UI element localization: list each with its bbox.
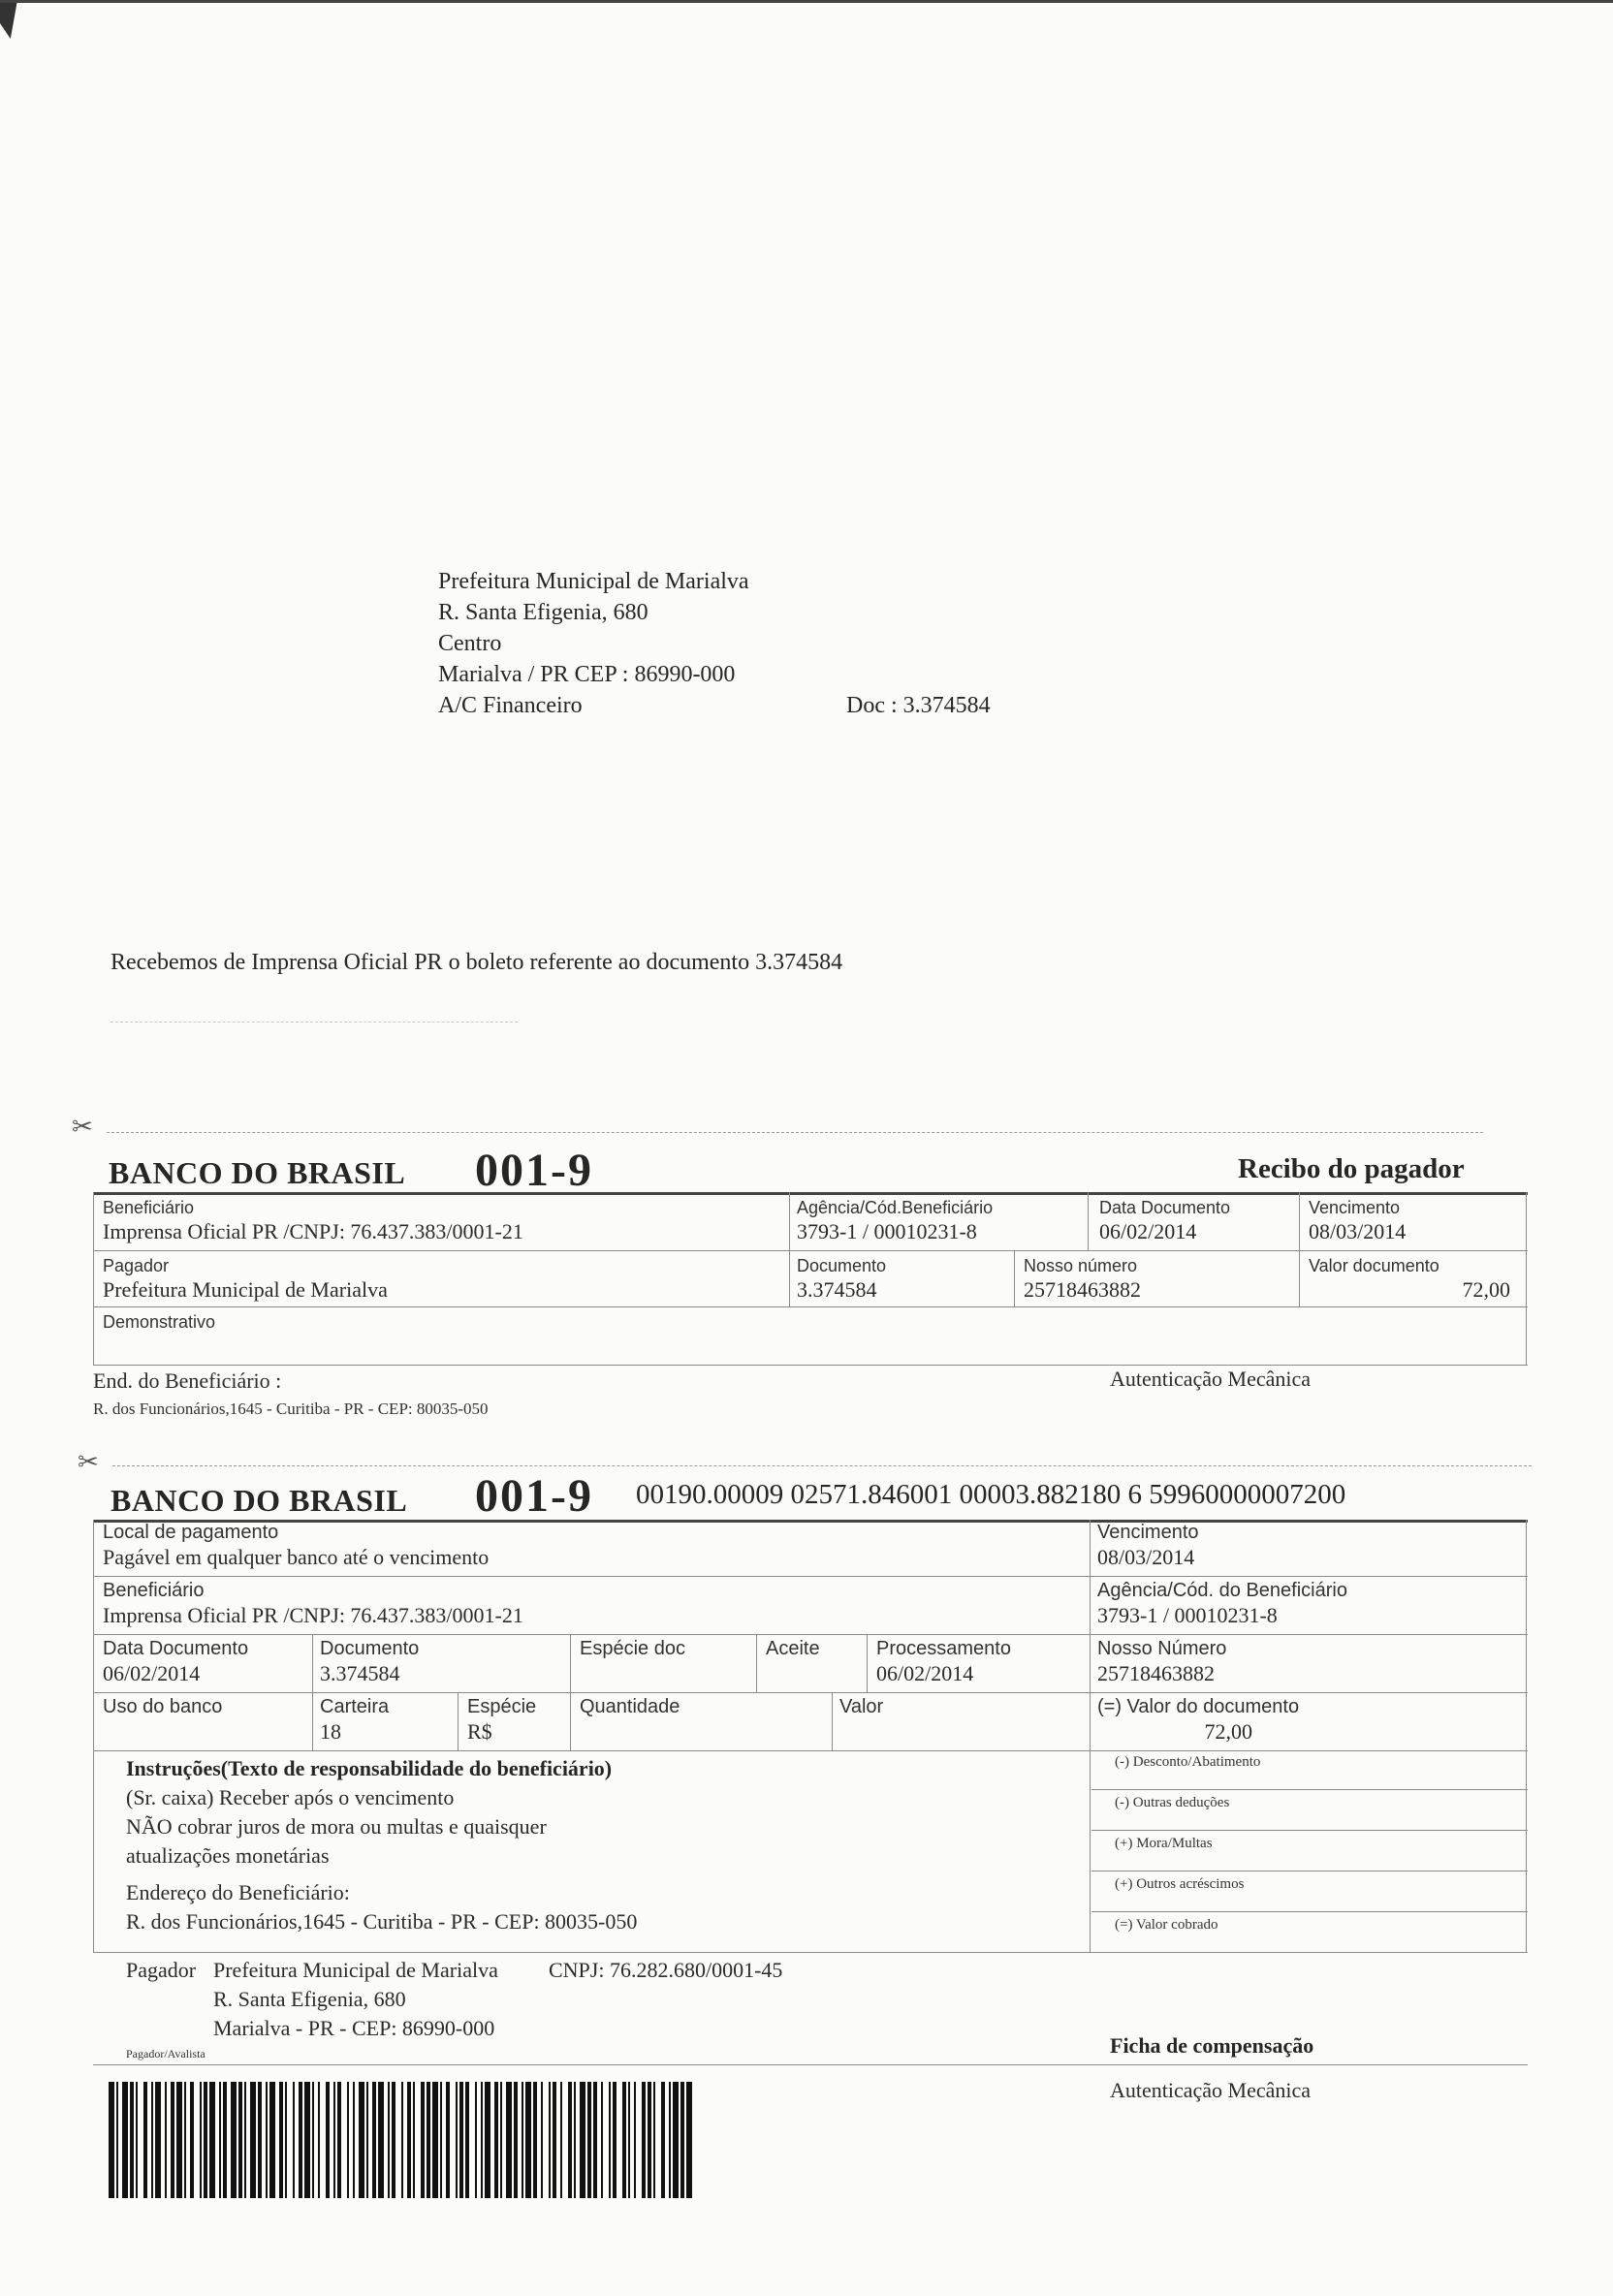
slip-especie: R$ — [467, 1719, 492, 1744]
stub-row-rule — [93, 1306, 1528, 1307]
stub-col-rule — [1088, 1192, 1089, 1250]
stub-beneficiario-label: Beneficiário — [103, 1198, 195, 1217]
stub-demonstrativo-label: Demonstrativo — [103, 1312, 216, 1332]
stub-col-rule — [789, 1192, 790, 1306]
slip-col-rule — [756, 1634, 757, 1692]
slip-col-rule — [458, 1692, 459, 1750]
slip-beneficiario: Imprensa Oficial PR /CNPJ: 76.437.383/0001-21 — [103, 1603, 523, 1627]
scissors-icon: ✂ — [78, 1448, 99, 1477]
slip-autenticacao: Autenticação Mecânica — [1110, 2078, 1312, 2102]
slip-row-rule — [93, 1692, 1528, 1693]
stub-nosso-numero: 25718463882 — [1024, 1277, 1141, 1302]
receipt-text: Recebemos de Imprensa Oficial PR o boleto referente ao documento 3.374584 — [111, 950, 843, 975]
scissors-icon: ✂ — [72, 1113, 93, 1142]
slip-pagador-city: Marialva - PR - CEP: 86990-000 — [213, 2016, 495, 2040]
stub-col-rule — [93, 1192, 94, 1365]
slip-vencimento: 08/03/2014 — [1097, 1545, 1195, 1569]
cut-line — [107, 1132, 1483, 1133]
barcode — [109, 2082, 696, 2198]
slip-pagador-name: Prefeitura Municipal de Marialva — [213, 1958, 498, 1982]
slip-local-label: Local de pagamento — [103, 1522, 279, 1543]
slip-data-doc-label: Data Documento — [103, 1638, 249, 1659]
slip-side-rule — [1091, 1830, 1528, 1831]
slip-pagador-street: R. Santa Efigenia, 680 — [213, 1987, 406, 2011]
slip-side-rule — [1091, 1789, 1528, 1790]
stub-valor-label: Valor documento — [1309, 1256, 1439, 1275]
slip-processamento: 06/02/2014 — [876, 1661, 974, 1685]
stub-title: Recibo do pagador — [1238, 1153, 1465, 1184]
stub-col-rule — [1014, 1250, 1015, 1306]
stub-pagador-label: Pagador — [103, 1256, 170, 1275]
slip-agencia: 3793-1 / 00010231-8 — [1097, 1603, 1278, 1627]
slip-documento: 3.374584 — [320, 1661, 400, 1685]
stub-documento: 3.374584 — [797, 1277, 877, 1302]
slip-valor-cobrado-label: (=) Valor cobrado — [1115, 1917, 1218, 1933]
scan-edge — [0, 0, 1613, 3]
slip-documento-label: Documento — [320, 1638, 420, 1659]
slip-instruction-line: NÃO cobrar juros de mora ou multas e quaisquer — [126, 1814, 547, 1839]
slip-row-rule — [93, 1952, 1528, 1953]
recipient-city: Marialva / PR CEP : 86990-000 — [438, 662, 736, 687]
slip-row-rule — [93, 1576, 1528, 1577]
slip-acrescimos-label: (+) Outros acréscimos — [1115, 1876, 1245, 1892]
slip-col-rule — [1526, 1520, 1527, 1952]
slip-uso-banco-label: Uso do banco — [103, 1696, 223, 1717]
recipient-attention: A/C Financeiro — [438, 693, 583, 718]
recipient-doc: Doc : 3.374584 — [846, 693, 991, 718]
stub-row-rule — [93, 1250, 1528, 1251]
slip-bank-code: 001-9 — [475, 1470, 593, 1522]
slip-col-rule — [93, 1520, 94, 1952]
slip-endereco: R. dos Funcionários,1645 - Curitiba - PR - CEP: 80035-050 — [126, 1909, 638, 1934]
slip-local: Pagável em qualquer banco até o vencimento — [103, 1545, 490, 1569]
slip-side-rule — [1091, 1911, 1528, 1912]
slip-nosso-numero-label: Nosso Número — [1097, 1638, 1227, 1659]
stub-vencimento-label: Vencimento — [1309, 1198, 1401, 1217]
slip-col-rule — [312, 1634, 313, 1750]
recipient-name: Prefeitura Municipal de Marialva — [438, 569, 749, 594]
slip-aceite-label: Aceite — [766, 1638, 820, 1659]
stub-data-doc-label: Data Documento — [1099, 1198, 1231, 1217]
slip-valor-label: Valor — [839, 1696, 884, 1717]
stub-pagador: Prefeitura Municipal de Marialva — [103, 1277, 388, 1302]
stub-documento-label: Documento — [797, 1256, 887, 1275]
stub-bank-name: BANCO DO BRASIL — [109, 1155, 406, 1190]
slip-quantidade-label: Quantidade — [580, 1696, 680, 1717]
stub-col-rule — [1299, 1192, 1300, 1306]
stub-beneficiario: Imprensa Oficial PR /CNPJ: 76.437.383/0001-21 — [103, 1219, 523, 1243]
slip-beneficiario-label: Beneficiário — [103, 1580, 205, 1601]
slip-desconto-label: (-) Desconto/Abatimento — [1115, 1754, 1261, 1770]
slip-pagador-cnpj: CNPJ: 76.282.680/0001-45 — [549, 1958, 783, 1982]
slip-bank-name: BANCO DO BRASIL — [111, 1483, 408, 1518]
slip-especie-doc-label: Espécie doc — [580, 1638, 685, 1659]
slip-processamento-label: Processamento — [876, 1638, 1011, 1659]
slip-top-rule — [93, 1520, 1528, 1523]
cut-line — [112, 1465, 1532, 1466]
stub-bottom-rule — [93, 1365, 1528, 1366]
recipient-district: Centro — [438, 631, 502, 656]
stub-data-doc: 06/02/2014 — [1099, 1219, 1197, 1243]
scan-mark — [0, 0, 17, 39]
slip-col-rule — [1090, 1520, 1091, 1952]
recipient-street: R. Santa Efigenia, 680 — [438, 600, 648, 625]
stub-agencia-label: Agência/Cód.Beneficiário — [797, 1198, 994, 1217]
stub-bank-code: 001-9 — [475, 1145, 593, 1196]
slip-nosso-numero: 25718463882 — [1097, 1661, 1215, 1685]
stub-vencimento: 08/03/2014 — [1309, 1219, 1407, 1243]
stub-valor: 72,00 — [1462, 1277, 1510, 1302]
slip-vencimento-label: Vencimento — [1097, 1522, 1199, 1543]
slip-instruction-line: atualizações monetárias — [126, 1843, 330, 1868]
slip-mora-label: (+) Mora/Multas — [1115, 1836, 1213, 1851]
slip-agencia-label: Agência/Cód. do Beneficiário — [1097, 1580, 1347, 1601]
slip-col-rule — [832, 1692, 833, 1750]
stub-col-rule — [1526, 1192, 1527, 1365]
slip-pagador-label: Pagador — [126, 1958, 197, 1982]
slip-endereco-label: Endereço do Beneficiário: — [126, 1880, 350, 1904]
slip-row-rule — [93, 1750, 1528, 1751]
slip-data-doc: 06/02/2014 — [103, 1661, 201, 1685]
slip-valor-doc-label: (=) Valor do documento — [1097, 1696, 1300, 1717]
barcode-space — [692, 2082, 696, 2198]
slip-col-rule — [570, 1634, 571, 1750]
slip-instruction-line: (Sr. caixa) Receber após o vencimento — [126, 1785, 455, 1809]
recipient-address — [438, 566, 749, 721]
digitable-line: 00190.00009 02571.846001 00003.882180 6 59960000007200 — [636, 1479, 1346, 1510]
stub-end-value: R. dos Funcionários,1645 - Curitiba - PR - CEP: 80035-050 — [93, 1400, 489, 1418]
slip-valor-doc: 72,00 — [1204, 1719, 1252, 1744]
slip-carteira: 18 — [320, 1719, 341, 1744]
slip-avalista-label: Pagador/Avalista — [126, 2047, 206, 2060]
slip-deducoes-label: (-) Outras deduções — [1115, 1795, 1230, 1810]
stub-agencia: 3793-1 / 00010231-8 — [797, 1219, 977, 1243]
slip-row-rule — [93, 1634, 1528, 1635]
stub-autenticacao: Autenticação Mecânica — [1110, 1367, 1312, 1391]
slip-col-rule — [867, 1634, 868, 1692]
slip-ficha: Ficha de compensação — [1110, 2033, 1314, 2058]
stub-end-label: End. do Beneficiário : — [93, 1368, 282, 1393]
slip-carteira-label: Carteira — [320, 1696, 390, 1717]
stub-top-rule — [93, 1192, 1528, 1195]
slip-instructions-title: Instruções(Texto de responsabilidade do beneficiário) — [126, 1756, 613, 1780]
slip-avalista-rule — [93, 2064, 1528, 2065]
slip-especie-label: Espécie — [467, 1696, 537, 1717]
stub-nosso-numero-label: Nosso número — [1024, 1256, 1138, 1275]
